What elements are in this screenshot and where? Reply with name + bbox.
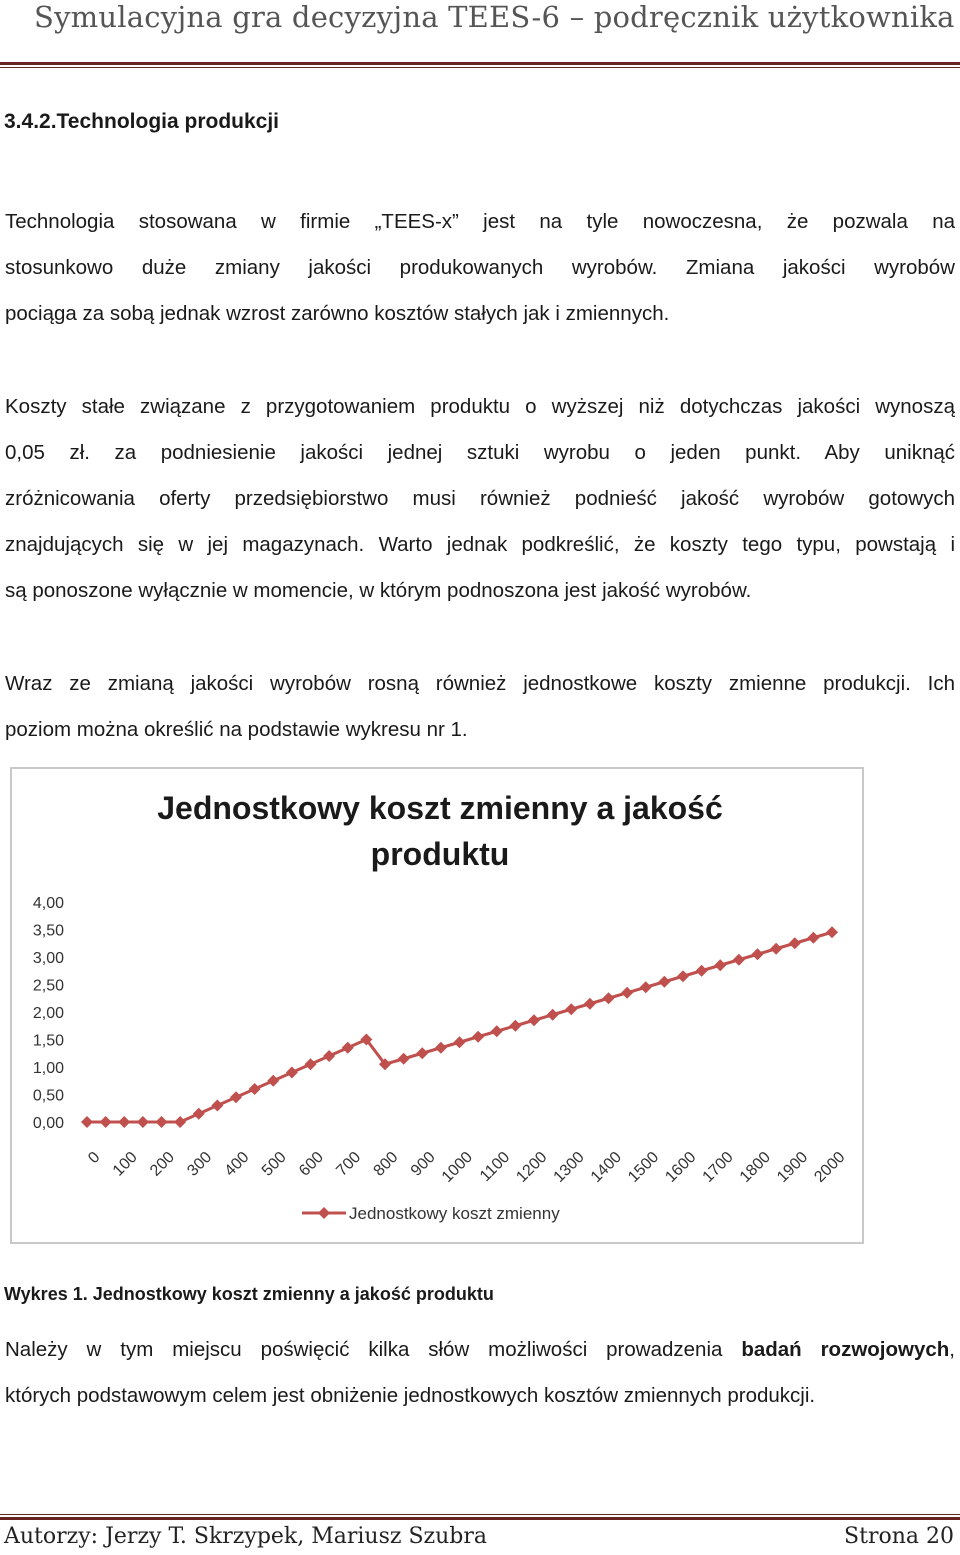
paragraph-text: Należy w tym miejscu poświęcić kilka słów możliwości prowadzenia [5,1338,742,1361]
y-tick-label: 2,00 [32,1005,64,1022]
chart-title: Jednostkowy koszt zmienny a jakość [157,790,723,826]
data-point-marker [789,937,801,949]
x-tick-label: 300 [184,1148,216,1180]
data-point-marker [714,959,726,971]
data-point-marker [193,1108,205,1120]
x-tick-label: 1800 [736,1148,774,1186]
paragraph-2 [5,384,955,614]
footer-authors: Autorzy: Jerzy T. Skrzypek, Mariusz Szubra [4,1524,488,1549]
x-tick-label: 100 [109,1148,141,1180]
data-point-marker [603,992,615,1004]
x-tick-label: 200 [147,1148,178,1180]
y-tick-label: 3,50 [32,922,64,940]
data-point-marker [81,1116,93,1128]
data-point-marker [156,1116,168,1128]
paragraph-line: pociąga za sobą jednak wzrost zarówno kosztów stałych jak i zmiennych. [5,302,670,325]
paragraph-1 [5,199,955,337]
data-point-marker [491,1025,503,1037]
y-tick-label: 3,00 [32,950,64,967]
y-tick-label: 0,50 [32,1087,64,1105]
data-point-marker [696,965,708,977]
data-point-marker [807,932,819,944]
paragraph-4 [5,1327,955,1419]
data-point-marker [752,948,764,960]
figure-caption: Wykres 1. Jednostkowy koszt zmienny a jakość produktu [4,1284,494,1304]
data-point-marker [472,1031,484,1043]
paragraph-line: stosunkowo duże zmiany jakości produkowanych wyrobów. Zmiana jakości wyrobów [5,256,955,279]
header-divider-thin [0,67,960,68]
data-point-marker [267,1075,279,1087]
paragraph-line: Koszty stałe związane z przygotowaniem produktu o wyższej niż dotychczas jakości wynoszą [5,395,955,418]
data-point-marker [211,1100,223,1112]
footer-page-number: Strona 20 [844,1524,954,1549]
data-point-marker [100,1116,112,1128]
x-tick-label: 400 [221,1148,253,1180]
data-point-marker [118,1116,130,1128]
paragraph-line: poziom można określić na podstawie wykresu nr 1. [5,718,468,741]
paragraph-text: , [949,1338,955,1361]
paragraph-line: Wraz ze zmianą jakości wyrobów rosną również jednostkowe koszty zmienne produkcji. Ich [5,672,955,695]
bold-term: badań rozwojowych [741,1338,950,1361]
x-tick-label: 1600 [662,1148,700,1186]
paragraph-line: znajdujących się w jej magazynach. Warto jednak podkreślić, że koszty tego typu, powstają i [5,533,955,556]
x-tick-label: 1900 [774,1148,812,1186]
data-point-marker [137,1116,149,1128]
x-tick-label: 0 [85,1148,104,1168]
x-tick-label: 600 [296,1148,327,1180]
paragraph-line: 0,05 zł. za podniesienie jakości jednej sztuki wyrobu o jeden punkt. Aby uniknąć [5,441,955,464]
footer-divider [0,1517,960,1520]
paragraph-line [5,1327,955,1373]
data-point-marker [509,1020,521,1032]
y-tick-label: 4,00 [32,895,64,912]
data-point-marker [640,981,652,993]
data-point-marker [621,987,633,999]
x-tick-label: 2000 [811,1148,849,1186]
data-point-marker [249,1083,261,1095]
data-point-marker [342,1042,354,1054]
data-point-marker [770,943,782,955]
page-header-title: Symulacyjna gra decyzyjna TEES-6 – podręcznik użytkownika [34,0,955,34]
data-point-marker [733,954,745,966]
x-tick-label: 1000 [438,1148,476,1186]
data-point-marker [305,1058,317,1070]
y-tick-label: 1,50 [32,1032,64,1050]
x-tick-label: 1700 [699,1148,737,1186]
data-point-marker [323,1050,335,1062]
footer-divider-thin [0,1514,960,1515]
y-tick-label: 2,50 [32,977,64,995]
data-point-marker [416,1047,428,1059]
y-tick-label: 0,00 [32,1115,64,1132]
data-point-marker [454,1036,466,1048]
data-point-marker [528,1014,540,1026]
data-point-marker [230,1091,242,1103]
data-point-marker [658,976,670,988]
x-tick-label: 700 [333,1148,365,1180]
x-tick-label: 1400 [587,1148,625,1186]
x-tick-label: 1500 [625,1148,663,1186]
header-divider [0,62,960,65]
data-point-marker [174,1116,186,1128]
line-chart [12,769,862,1242]
paragraph-line: których podstawowym celem jest obniżenie jednostkowych kosztów zmiennych produkcji. [5,1384,816,1407]
chart-title: produktu [370,836,510,872]
data-point-marker [826,926,838,938]
legend-marker [318,1207,330,1219]
section-heading: 3.4.2.Technologia produkcji [4,110,279,133]
chart-container [10,767,864,1244]
paragraph-line: zróżnicowania oferty przedsiębiorstwo musi również podnieść jakość wyrobów gotowych [5,487,955,510]
x-tick-label: 500 [258,1148,290,1180]
data-point-marker [435,1042,447,1054]
paragraph-line: są ponoszone wyłącznie w momencie, w którym podnoszona jest jakość wyrobów. [5,579,752,602]
paragraph-3 [5,661,955,753]
paragraph-line: Technologia stosowana w firmie „TEES-x” jest na tyle nowoczesna, że pozwala na [5,210,955,233]
x-tick-label: 1200 [513,1148,551,1186]
legend-label: Jednostkowy koszt zmienny [349,1204,560,1223]
x-tick-label: 1300 [550,1148,588,1186]
data-point-marker [565,1003,577,1015]
data-point-marker [584,998,596,1010]
x-tick-label: 800 [370,1148,402,1180]
x-tick-label: 900 [407,1148,439,1180]
data-point-marker [286,1067,298,1079]
x-tick-label: 1100 [476,1148,514,1186]
data-point-marker [398,1053,410,1065]
data-point-marker [547,1009,559,1021]
data-point-marker [677,970,689,982]
y-tick-label: 1,00 [32,1060,64,1077]
